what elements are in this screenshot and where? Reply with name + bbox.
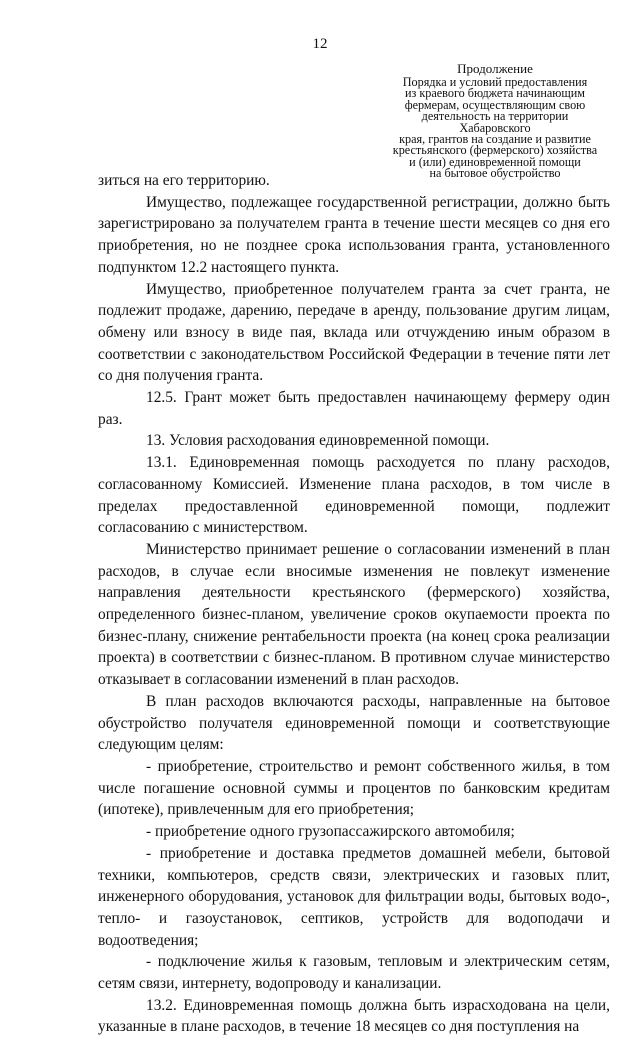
header-line: из краевого бюджета начинающим: [404, 86, 586, 101]
paragraph: Имущество, приобретенное получателем гранта за счет гранта, не подлежит продаже, дарению, передаче в аренду, пользование другим лицам, обмену или взносу в виде пая, вклада или отчуждению иным образом в соответствии с законодательством Российской Федерации в течение пяти лет со дня получения гранта.: [98, 280, 610, 385]
paragraph: 12.5. Грант может быть предоставлен начинающему фермеру один раз.: [98, 389, 610, 428]
continuation-label: Продолжение: [457, 61, 533, 76]
header-line: края, грантов на создание и развитие: [399, 132, 591, 147]
document-body: [98, 166, 610, 1038]
list-item: - приобретение, строительство и ремонт собственного жилья, в том числе погашение основной суммы и процентов по банковским кредитам (ипотеке), привлеченным для его приобретения;: [98, 757, 610, 819]
paragraph: 13.2. Единовременная помощь должна быть израсходована на цели, указанные в плане расходов, в течение 18 месяцев со дня поступления на: [98, 996, 610, 1036]
header-line: крестьянского (фермерского) хозяйства: [392, 143, 598, 158]
page-number: 12: [312, 36, 328, 52]
list-item: - подключение жилья к газовым, тепловым и электрическим сетям, сетям связи, интернету, водопроводу и канализации.: [98, 953, 610, 993]
paragraph: Имущество, подлежащее государственной регистрации, должно быть зарегистрировано за получателем гранта в течение шести месяцев со дня его приобретения, но не позднее срока использования гранта, установленного подпунктом 12.2 настоящего пункта.: [98, 193, 610, 276]
section-heading: 13. Условия расходования единовременной помощи.: [146, 432, 490, 450]
list-item: - приобретение одного грузопассажирского автомобиля;: [146, 823, 515, 841]
list-item: - приобретение и доставка предметов домашней мебели, бытовой техники, компьютеров, средств связи, электрических и газовых плит, инженерного оборудования, установок для фильтрации воды, бытовых водо-, тепло- и газоустановок, септиков, устройств для водоподачи и водоотведения;: [98, 844, 610, 949]
document-header: [390, 62, 600, 180]
paragraph-continuation: зиться на его территорию.: [98, 172, 270, 189]
paragraph: Министерство принимает решение о согласовании изменений в план расходов, в случае если вносимые изменения не повлекут изменение направления деятельности крестьянского (фермерского) хозяйства, определенного бизнес-планом, увеличение сроков окупаемости проекта по бизнес-плану, снижение рентабельности проекта (на конец срока реализации проекта) в соответствии с бизнес-планом. В противном случае министерство отказывает в согласовании изменений в план расходов.: [98, 540, 610, 689]
header-line: Порядка и условий предоставления: [402, 75, 588, 89]
header-line: фермерам, осуществляющим свою: [404, 97, 586, 112]
paragraph: В план расходов включаются расходы, направленные на бытовое обустройство получателя единовременной помощи и соответствующие следующим целям:: [98, 692, 610, 754]
header-line: на бытовое обустройство: [429, 166, 561, 181]
header-line: деятельность на территории Хабаровского: [421, 109, 569, 135]
header-line: и (или) единовременной помощи: [409, 154, 581, 169]
paragraph: 13.1. Единовременная помощь расходуется по плану расходов, согласованному Комиссией. Изменение плана расходов, в том числе в пределах предоставленной единовременной помощи, подлежит согласованию с министерством.: [98, 454, 610, 537]
